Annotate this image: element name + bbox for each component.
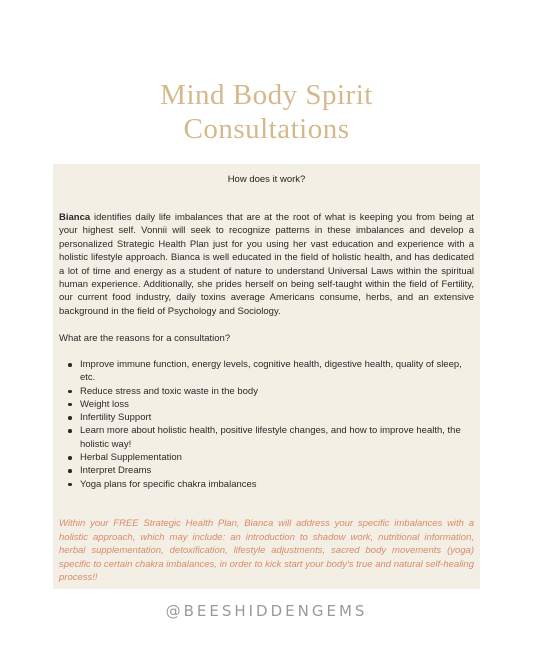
list-item: Yoga plans for specific chakra imbalances	[74, 478, 474, 491]
list-item: Improve immune function, energy levels, cognitive health, digestive health, quality of sleep, etc.	[74, 358, 474, 385]
title-line-2: Consultations	[183, 113, 350, 145]
list-item: Reduce stress and toxic waste in the body	[74, 385, 474, 398]
intro-text: identifies daily life imbalances that are at the root of what is keeping you from being at your highest self. Vonnii will seek to recognize patterns in these imbalances and develop a personalized Strategic Health Plan just for you using her vast education and experience with a holistic lifestyle approach. Bianca is well educated in the field of holistic health, and has dedicated a lot of time and energy as a student of nature to understand Universal Laws within the spiritual human experience. Additionally, she prides herself on being self-taught within the field of Fertility, our current food industry, daily toxins average Americans consume, herbs, and an extensive background in the field of Psychology and Sociology.	[59, 212, 474, 317]
intro-name: Bianca	[59, 212, 91, 223]
info-panel	[53, 164, 480, 589]
title-line-1: Mind Body Spirit	[160, 79, 373, 111]
list-item: Herbal Supplementation	[74, 451, 474, 464]
panel-subtitle: How does it work?	[227, 174, 306, 185]
list-item: Interpret Dreams	[74, 464, 474, 477]
social-handle: @BEESHIDDENGEMS	[165, 602, 368, 620]
page-title	[0, 78, 533, 146]
reasons-question: What are the reasons for a consultation?	[59, 333, 231, 344]
reasons-list	[59, 358, 474, 491]
closing-paragraph: Within your FREE Strategic Health Plan, Bianca will address your specific imbalances with a holistic approach, which may include: an introduction to shadow work, nutritional information, herbal supplementation, detoxification, lifestyle adjustments, sacred body movements (yoga) specific to certain chakra imbalances, in order to kick start your body's true and natural self-healing process!!	[59, 518, 474, 583]
intro-paragraph	[59, 211, 474, 318]
list-item: Infertility Support	[74, 411, 474, 424]
list-item: Weight loss	[74, 398, 474, 411]
list-item: Learn more about holistic health, positive lifestyle changes, and how to improve health, the holistic way!	[74, 424, 474, 451]
